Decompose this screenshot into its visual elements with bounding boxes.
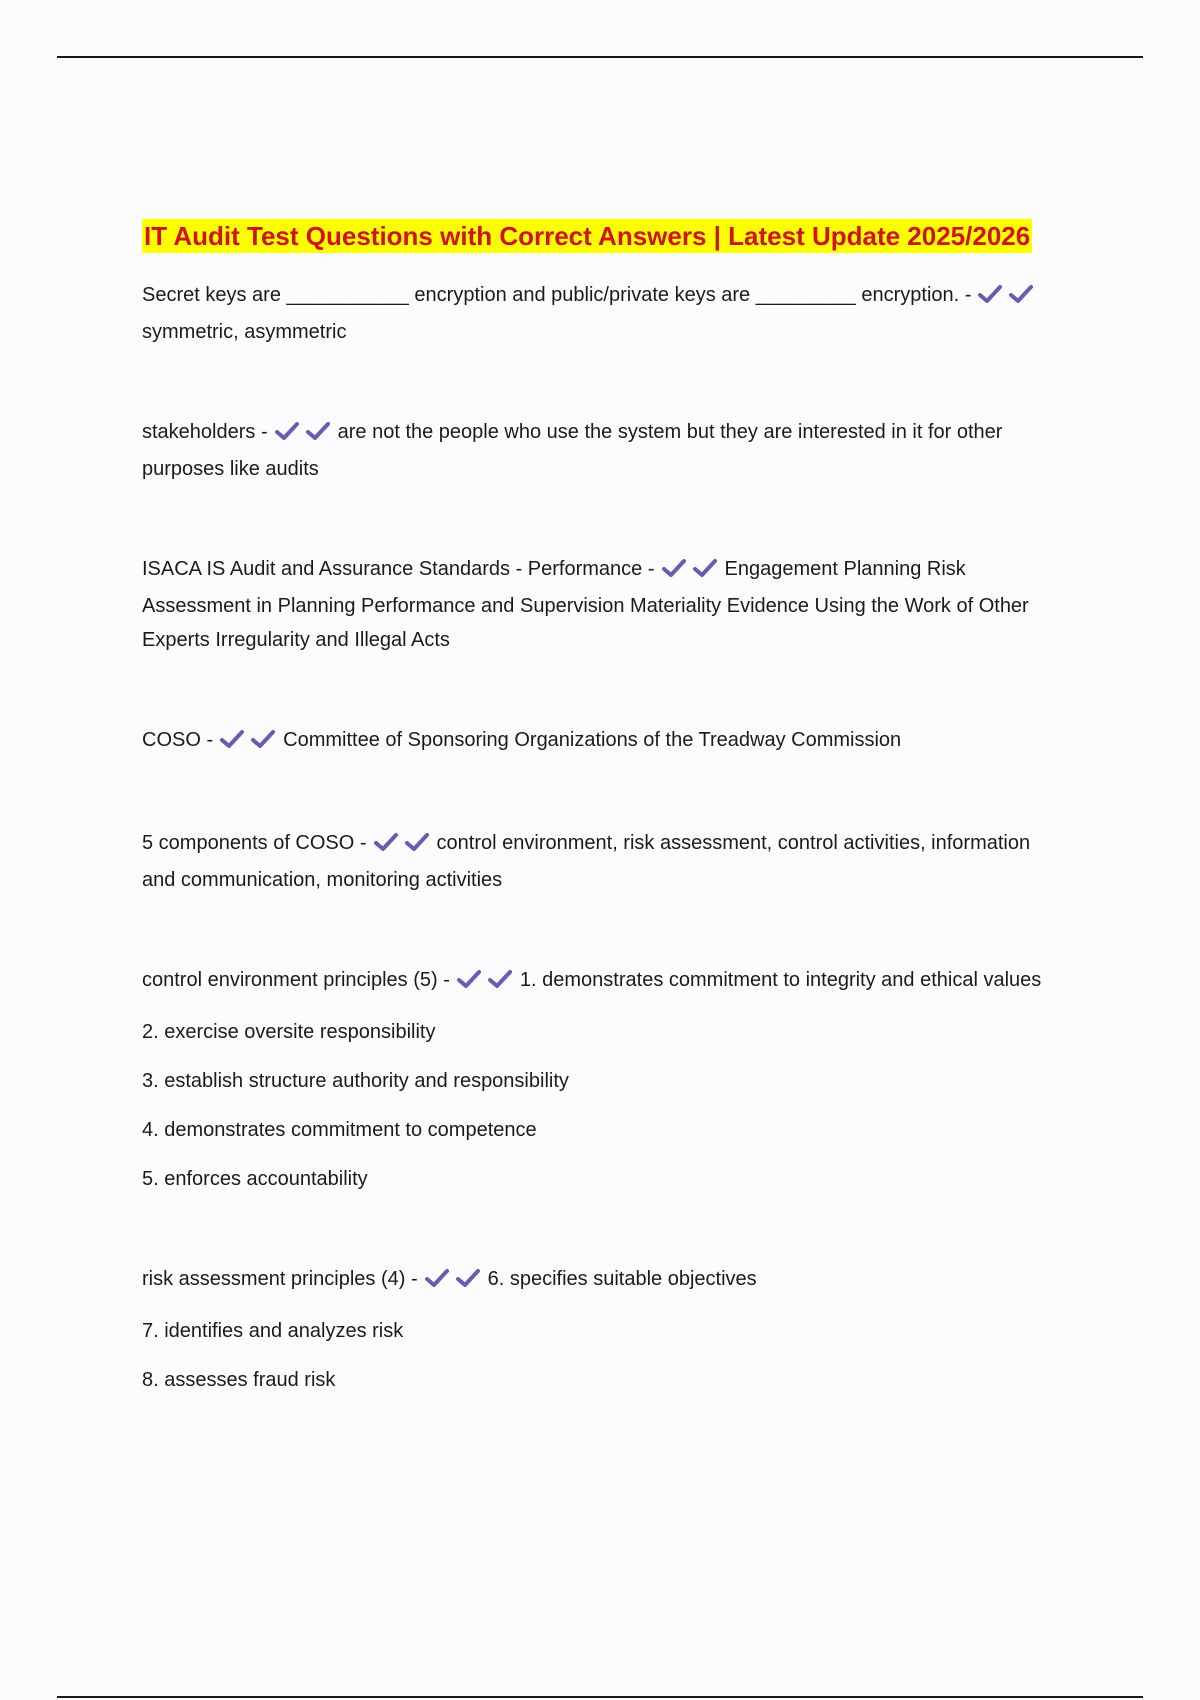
- document-body: [142, 214, 1067, 1397]
- check-icon: [219, 729, 245, 749]
- bottom-rule: [57, 1696, 1143, 1698]
- qa-continuation-line: 3. establish structure authority and responsibility: [142, 1070, 569, 1092]
- qa-entry: [142, 415, 1067, 486]
- check-icon: [305, 421, 331, 441]
- title-highlight: IT Audit Test Questions with Correct Answers | Latest Update 2025/2026: [144, 221, 1031, 251]
- correct-checkmarks: [424, 1265, 486, 1299]
- qa-answer: Committee of Sponsoring Organizations of the Treadway Commission: [283, 729, 902, 751]
- correct-checkmarks: [219, 726, 281, 760]
- qa-line: [142, 826, 1067, 897]
- correct-checkmarks: [373, 829, 435, 863]
- correct-checkmarks: [977, 281, 1039, 315]
- check-icon: [250, 729, 276, 749]
- qa-entry: [142, 963, 1067, 1196]
- qa-continuation-line: 4. demonstrates commitment to competence: [142, 1119, 537, 1141]
- qa-answer: 1. demonstrates commitment to integrity and ethical values: [519, 969, 1042, 991]
- qa-term: stakeholders -: [142, 421, 268, 443]
- qa-term: control environment principles (5) -: [142, 969, 450, 991]
- qa-line: [142, 415, 1067, 486]
- check-icon: [424, 1268, 450, 1288]
- qa-answer: 6. specifies suitable objectives: [487, 1268, 757, 1290]
- qa-answer: control environment, risk assessment, control activities, information and communication, monitoring activities: [142, 832, 1031, 891]
- top-rule: [57, 56, 1143, 58]
- qa-entry: [142, 826, 1067, 897]
- qa-term: 5 components of COSO -: [142, 832, 367, 854]
- qa-continuation-line: 2. exercise oversite responsibility: [142, 1021, 436, 1043]
- check-icon: [373, 832, 399, 852]
- qa-term: Secret keys are ___________ encryption and public/private keys are _________ encryption. -: [142, 284, 972, 306]
- check-icon: [456, 969, 482, 989]
- correct-checkmarks: [456, 966, 518, 1000]
- correct-checkmarks: [274, 418, 336, 452]
- qa-line: [142, 552, 1067, 657]
- check-icon: [487, 969, 513, 989]
- qa-term: risk assessment principles (4) -: [142, 1268, 418, 1290]
- check-icon: [692, 558, 718, 578]
- qa-line: [142, 963, 1067, 1000]
- qa-line: [142, 723, 1067, 760]
- qa-line: [142, 1262, 1067, 1299]
- qa-continuation-line: 7. identifies and analyzes risk: [142, 1320, 404, 1342]
- check-icon: [1008, 284, 1034, 304]
- check-icon: [455, 1268, 481, 1288]
- qa-entry: [142, 552, 1067, 657]
- qa-continuation-line: 8. assesses fraud risk: [142, 1369, 336, 1391]
- document-title: [142, 214, 1067, 258]
- correct-checkmarks: [661, 555, 723, 589]
- qa-entry: [142, 1262, 1067, 1397]
- qa-term: COSO -: [142, 729, 214, 751]
- qa-answer: Engagement Planning Risk Assessment in Planning Performance and Supervision Materiality Evidence Using the Work of Other Experts Irregularity and Illegal Acts: [142, 558, 1029, 651]
- qa-entry: [142, 723, 1067, 760]
- qa-line: [142, 278, 1067, 349]
- check-icon: [661, 558, 687, 578]
- qa-answer: symmetric, asymmetric: [142, 321, 347, 343]
- check-icon: [274, 421, 300, 441]
- check-icon: [404, 832, 430, 852]
- qa-answer: are not the people who use the system but they are interested in it for other purposes like audits: [142, 421, 1003, 480]
- qa-entry: [142, 278, 1067, 349]
- qa-continuation-line: 5. enforces accountability: [142, 1168, 368, 1190]
- qa-term: ISACA IS Audit and Assurance Standards - Performance -: [142, 558, 655, 580]
- check-icon: [977, 284, 1003, 304]
